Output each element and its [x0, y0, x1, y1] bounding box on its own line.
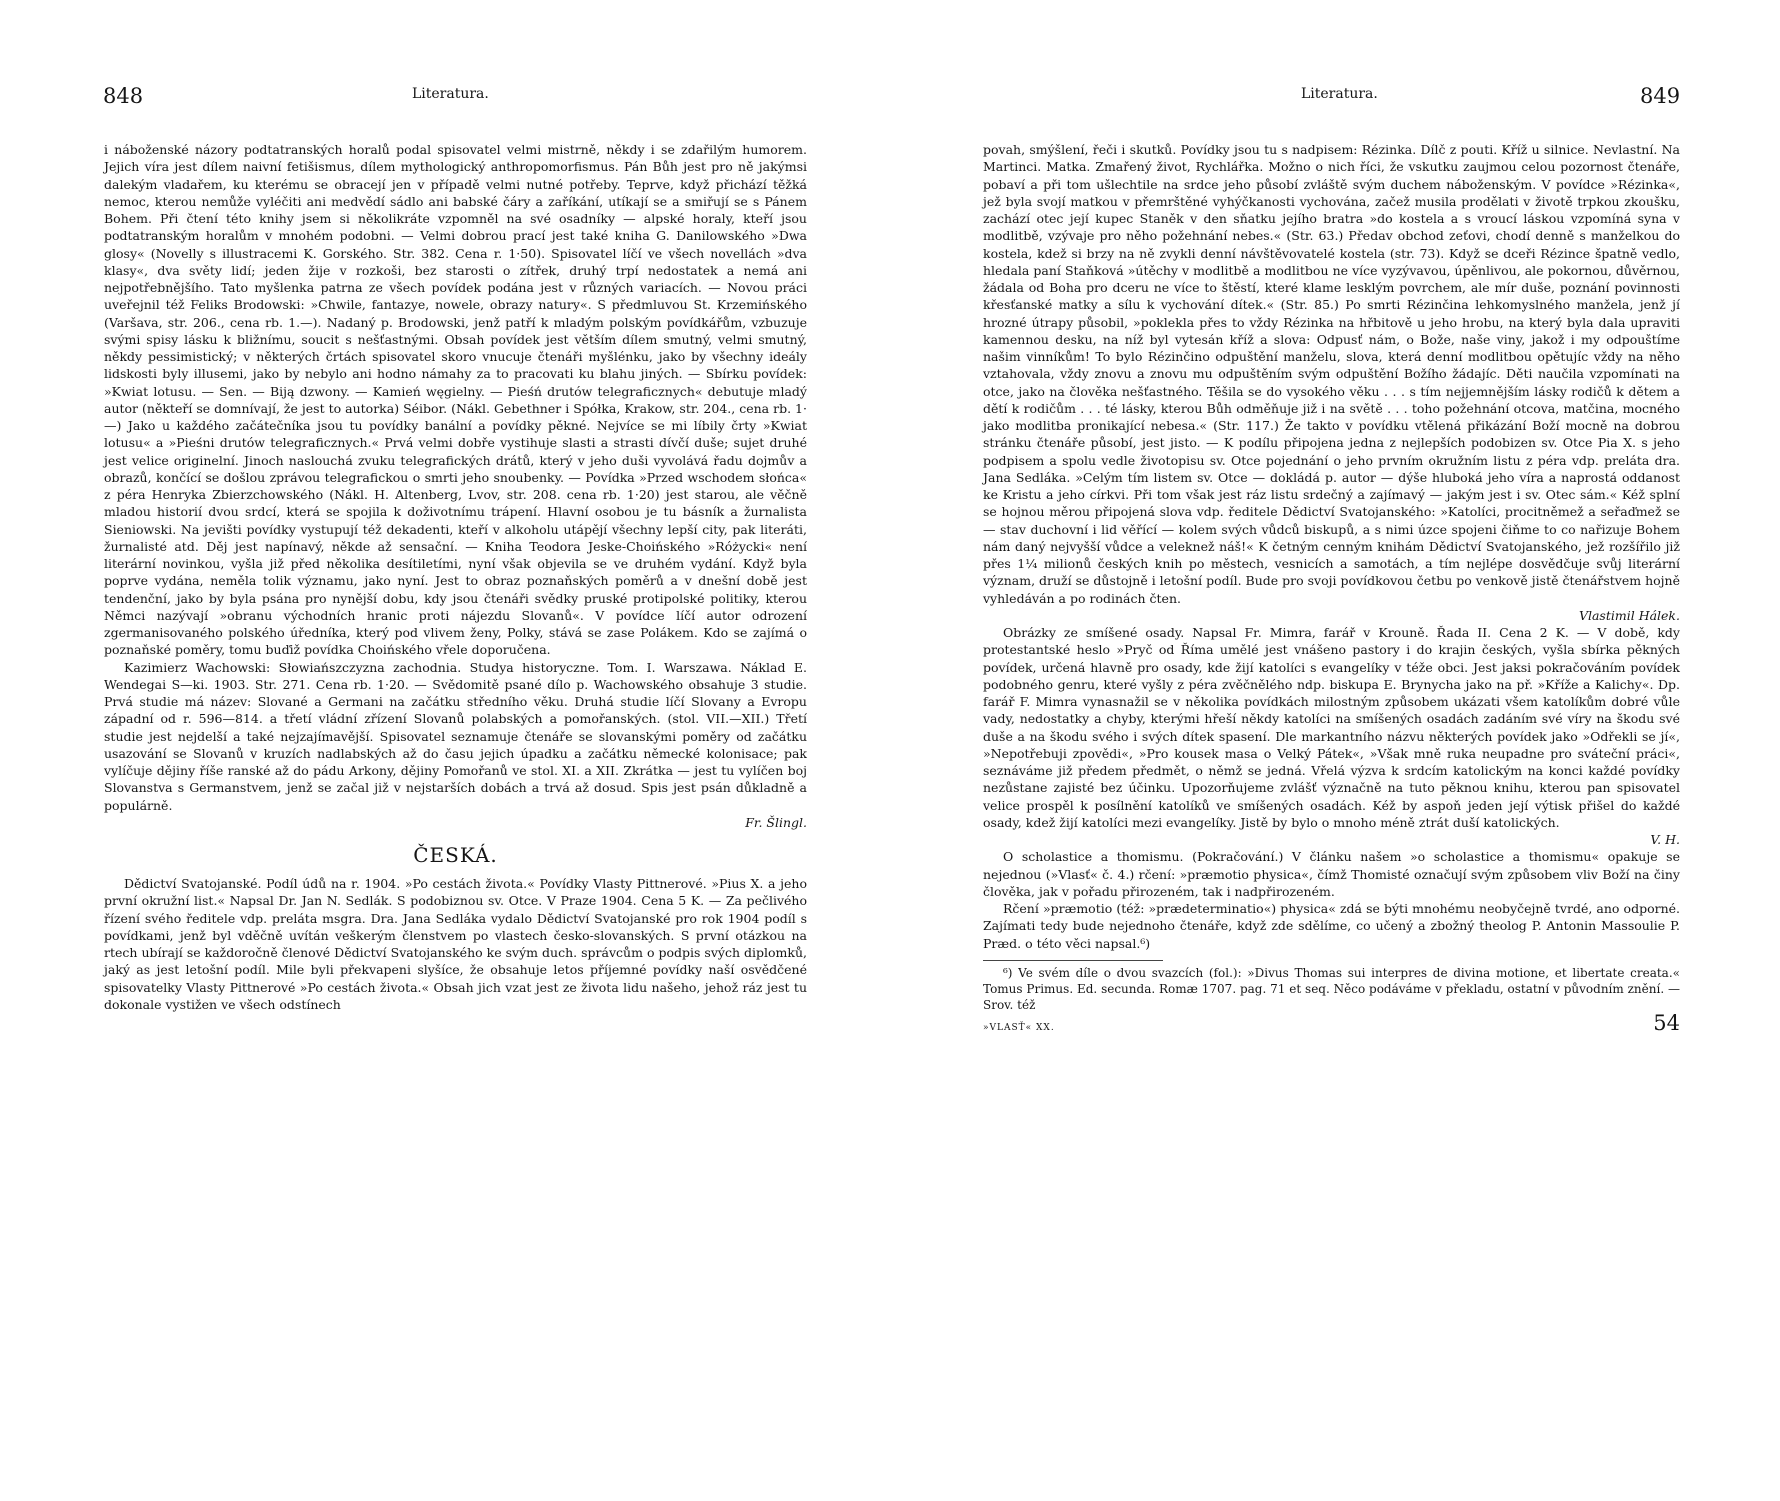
running-head: Literatura.: [1301, 86, 1378, 102]
text-column: [983, 141, 1680, 1037]
review-paragraph: Dědictví Svatojanské. Podíl údů na r. 1904. »Po cestách života.« Povídky Vlasty Pittnerové. »Pius X. a jeho první okružní list.« Napsal Dr. Jan N. Sedlák. S podobiznou sv. Otce. V Praze 1904. Cena 5 K. — Za pečlivého řízení svého ředitele vdp. preláta msgra. Dra. Jana Sedláka vydalo Dědictví Svatojanské pro rok 1904 podíl s povídkami, jenž byl vděčně uvítán veškerým členstvem po vlastech česko-slovanských. S první otázkou na rtech ubírají se každoročně členové Dědictví Svatojanského ke svým duch. správcům o podpis svých diplomků, jaký as jest letošní podíl. Mile byli překvapeni slyšíce, že obsahuje letos příjemné povídky naší osvědčené spisovatelky Vlasty Pittnerové »Po cestách života.« Obsah jich vzat jest ze života lidu našeho, jehož ráz jest tu dokonale vystižen ve všech odstínech: [104, 876, 807, 1012]
text-column: [104, 141, 807, 1013]
review-signature: Vlastimil Hálek.: [1578, 607, 1680, 623]
review-signature: Fr. Šlingl.: [745, 814, 807, 830]
review-paragraph: O scholastice a thomismu. (Pokračování.) V článku našem »o scholastice a thomismu« opakuje se nejednou (»Vlasť« č. 4.) rčení: »præmotio physica«, čímž Thomisté označují svým způsobem vliv Boží na činy člověka, jak v pořadu přirozeném, tak i nadpřirozeném.: [983, 849, 1680, 899]
section-heading: ČESKÁ.: [413, 843, 498, 867]
page-number: 849: [1640, 84, 1681, 108]
review-paragraph: Kazimierz Wachowski: Słowiańszczyzna zachodnia. Studya historyczne. Tom. I. Warszawa. Náklad E. Wendegai S—ki. 1903. Str. 271. Cena rb. 1·20. — Svědomitě psané dílo p. Wachowského obsahuje 3 studie. Prvá studie má název: Slované a Germani na začátku středního věku. Druhá studie líčí Slovany a Evropu západní od r. 596—814. a třetí vládní zřízení Slovanů polabských a pomořanských. (stol. VII.—XII.) Třetí studie jest nejdelší a také nejzajímavější. Spisovatel seznamuje čtenáře se slovanskými poměry od začátku usazování se Slovanů v kruzích nadlabských až do času jejich úpadku a začátku německé kolonisace; pak vylíčuje dějiny říše ranské až do pádu Arkony, dějiny Pomořanů ve stol. XI. a XII. Zkrátka — jest tu vylíčen boj Slovanstva s Germanstvem, jenž se začal již v nejstarších dobách a trvá až dosud. Spis jest psán důkladně a populárně.: [104, 659, 807, 813]
review-paragraph: i náboženské názory podtatranských horalů podal spisovatel velmi mistrně, někdy i se zdařilým humorem. Jejich víra jest dílem naivní fetišismus, dílem mythologický anthropomorfismus. Pán Bůh jest pro ně jakýmsi dalekým vladařem, ku kterému se obracejí jen v případě velmi nutné potřeby. Teprve, když přichází těžká nemoc, kterou nemůže vyléčiti ani medvědí sádlo ani babské čáry a zaříkání, utíkají se a smiřují se s Pánem Bohem. Při čtení této knihy jsem si několikráte vzpomněl na své osadníky — alpské horaly, kteří jsou podtatranským horalům v mnohém podobni. — Velmi dobrou prací jest také kniha G. Danilowského »Dwa glosy« (Novelly s illustracemi K. Gorského. Str. 382. Cena r. 1·50). Spisovatel líčí ve všech novellách »dva klasy«, dva světy lidí; jeden žije v rozkoši, bez starosti o zítřek, druhý trpí nedostatek a nemá ani nejpotřebnějšího. Tato myšlenka patrna ze všech povídek podána jest v různých variacích. — Novou práci uveřejnil též Feliks Brodowski: »Chwile, fantazye, nowele, obrazy natury«. S předmluvou St. Krzemińského (Varšava, str. 206., cena rb. 1.—). Nadaný p. Brodowski, jenž patří k mladým polským povídkářům, vzbuzuje svými spisy lásku k bližnímu, soucit s nešťastnými. Obsah povídek jest větším dílem smutný, velmi smutný, někdy pessimistický; v některých črtách spisovatel skoro vnucuje čtenáři myšlénku, jako by všechny ideály lidskosti byly illusemi, jako by nebylo ani hodno námahy za to pracovati ku blahu jiných. — Sbírku povídek: »Kwiat lotusu. — Sen. — Biją dzwony. — Kamień węgielny. — Pieśń drutów telegraficznych« debutuje mladý autor (někteří se domnívají, že jest to autorka) Séibor. (Nákl. Gebethner i Spółka, Krakow, str. 204., cena rb. 1·—) Jako u každého začátečníka jsou tu povídky banální a povídky pěkné. Nejvíce se mi líbily črty »Kwiat lotusu« a »Pieśni drutów telegraficznych.« Prvá velmi dobře vystihuje slasti a strasti dívčí duše; sujet druhé jest velice originelní. Jinoch naslouchá zvuku telegrafických drátů, který v jeho duši vyvolává řadu dojmův a obrazů, končící se došlou zprávou telegrafickou o smrti jeho snoubenky. — Povídka »Przed wschodem słońca« z péra Henryka Zbierzchowského (Nákl. H. Altenberg, Lvov, str. 208. cena rb. 1·20) jest starou, ale věčně mladou historií dvou srdcí, která se spojila k doživotnímu trápení. Hlavní osobou je tu básník a žurnalista Sieniowski. Na jevišti povídky vystupují též dekadenti, kteří v alkoholu utápějí všechny lepší city, pak literáti, žurnalisté atd. Děj jest napínavý, někde až sensační. — Kniha Teodora Jeske-Choińského »Różycki« není literární novinkou, vyšla již před několika desítiletími, nyní však objevila se ve druhém vydání. Když byla poprve vydána, neměla tolik významu, jako nyní. Jest to obraz poznaňských poměrů a v dnešní době jest tendenční, jako by byla psána pro nynější dobu, kdy jsou čtenáři svědky pruské protipolské politiky, kterou Němci nazývají »obranu východních hranic proti nájezdu Slovanů«. V povídce líčí autor odrození zgermanisovaného polského úředníka, který pod vlivem ženy, Polky, stává se zase Polákem. Kdo se zajímá o poznaňské poměry, tomu buďiž povídka Choińského vřele doporučena.: [104, 142, 807, 658]
footnote-divider: [983, 960, 1163, 961]
running-head: Literatura.: [412, 86, 489, 102]
review-signature: V. H.: [1650, 832, 1680, 847]
page-number: 848: [103, 84, 144, 108]
review-paragraph: povah, smýšlení, řeči i skutků. Povídky jsou tu s nadpisem: Rézinka. Dílč z pouti. Kříž u silnice. Nevlastní. Na Martinci. Matka. Zmařený život, Rychlářka. Možno o nich říci, že vskutku zaujmou celou pozornost čtenáře, pobaví a při tom ušlechtile na srdce jeho působí zvláště svým duchem náboženským. V povídce »Rézinka«, jež byla svojí matkou v přemrštěné vyhýčkanosti vychována, začež musila prodělati v životě trpkou zkoušku, zachází otec její kupec Staněk v den sňatku jejího bratra »do kostela a s vroucí láskou vzpomíná syna v modlitbě, vzývaje pro něho požehnání nebes.« (Str. 63.) Předav obchod zeťovi, chodí denně s manželkou do kostela, kdež si brzy na ně zvykli denní návštěvovatelé kostela (str. 73). Když se dceři Rézince špatně vedlo, hledala paní Staňková »útěchy v modlitbě a modlitbou ne více vyzývavou, úpěnlivou, ale pokornou, důvěrnou, žádala od Boha pro dceru ne více to štěstí, které klame lesklým povrchem, ale mír duše, poznání povinnosti křesťanské matky a sílu k vychování dítek.« (Str. 85.) Po smrti Rézinčina lehkomyslného manžela, jenž jí hrozné útrapy působil, »poklekla přes to vždy Rézinka na hřbitově u jeho hrobu, na který byla dala upraviti kamennou desku, na níž byl vytesán kříž a slova: Odpusť nám, o Bože, naše viny, jakož i my odpouštíme našim vinníkům! To bylo Rézinčino odpuštění manželu, slova, která denní modlitbou opětujíc vždy na něho vztahovala, vždy znovu a znovu mu odpuštěním svým odpuštění Božího žádajíc. Děti naučila vzpomínati na otce, jako na člověka nešťastného. Těšila se do vysokého věku . . . s tím nejjemnějším lásky rodičů k dětem a dětí k rodičům . . . té lásky, kterou Bůh odměňuje již i na světě . . . toho požehnání otcova, matčina, mocného jako modlitba pronikající nebesa.« (Str. 117.) Že takto v povídku vtělená přikázání Boží mocně na dobrou stránku čtenáře působí, jest jisto. — K podílu připojena jedna z nejlepších podobizen sv. Otce Pia X. s jeho podpisem a spolu vedle životopisu sv. Otce pojednání o jeho prvním okružním listu z péra vdp. preláta dra. Jana Sedláka. »Celým tím listem sv. Otce — dokládá p. autor — dýše hluboká jeho víra a naprostá oddanost ke Kristu a jeho církvi. Při tom však jest ráz listu srdečný a zajímavý — jakým jest i sv. Otec sám.« Kéž splní se hojnou měrou připojená slova vdp. ředitele Dědictví Svatojanského: »Katolíci, procitněmež a seřaďmež se — stav duchovní i lid věřící — kolem svých vůdců biskupů, a s nimi úzce spojeni čiňme to co nařizuje Bohem nám daný nejvyšší vůdce a veleknež náš!« K četným cenným knihám Dědictví Svatojanského, jež rozšířilo již přes 1¼ milionů českých knih po městech, vesnicích a samotách, a tím nejlépe dosvědčuje svůj literární význam, druží se důstojně i letošní podíl. Bude pro svoji povídkovou četbu po venkově jistě čtenářstvem hojně vyhledáván a po rodinách čten.: [983, 142, 1680, 606]
sheet-number: 54: [1653, 1010, 1680, 1035]
right-page: [890, 0, 1780, 1501]
signature-mark: »VLASŤ« XX.: [983, 1022, 1055, 1033]
review-paragraph: Obrázky ze smíšené osady. Napsal Fr. Mimra, farář v Krouně. Řada II. Cena 2 K. — V době, kdy protestantské heslo »Pryč od Říma umělé jest vnášeno pastory i do krajin českých, vyšla sbírka pěkných povídek, určená hlavně pro osady, kde žijí katolíci s evangelíky v téže obci. Jest jaksi pokračováním povídek podobného genru, které vyšly z péra zvěčnělého ndp. biskupa E. Brynycha jako na př. »Kříže a Kalichy«. Dp. farář F. Mimra vynasnažil se v několika povídkách milostným způsobem ukázati všem katolíkům dobré vůle vady, nedostatky a chyby, kterými hřeší někdy katolíci na smíšených osadách zadáním své víry na škodu své duše a na škodu svého i svých dítek spasení. Dle markantního názvu některých povídek jako »Odřekli se jí«, »Nepotřebuji zpovědi«, »Pro kousek masa o Velký Pátek«, »Však mně ruka neupadne pro sváteční práci«, seznáváme již předem předmět, o němž se jedná. Vřelá výzva k srdcím katolickým na konci každé povídky nezůstane zajisté bez účinku. Upozorňujeme zvlášť význačně na tuto pěknou knihu, kterou pan spisovatel velice prospěl k posílnění katolíků ve smíšených osadách. Kéž by aspoň jeden její výtisk přišel do každé osady, kdež žijí katolíci mezi evangelíky. Jistě by bylo o mnoho méně ztrát duší katolických.: [983, 625, 1680, 830]
page-footer: [983, 1010, 1680, 1037]
left-page: [0, 0, 880, 1501]
footnote: ⁶) Ve svém díle o dvou svazcích (fol.): »Divus Thomas sui interpres de divina motione, et libertate creata.« Tomus Primus. Ed. secunda. Romæ 1707. pag. 71 et seq. Něco podáváme v překladu, ostatní v původním znění. — Srov. též: [983, 965, 1680, 1012]
review-paragraph: Rčení »præmotio (též: »prædeterminatio«) physica« zdá se býti mnohému neobyčejně tvrdé, ano odporné. Zajímati tedy bude nejednoho čtenáře, když zde sdělíme, co učený a zbožný theolog P. Antonin Massoulie P. Præd. o této věci napsal.⁶): [983, 901, 1680, 951]
